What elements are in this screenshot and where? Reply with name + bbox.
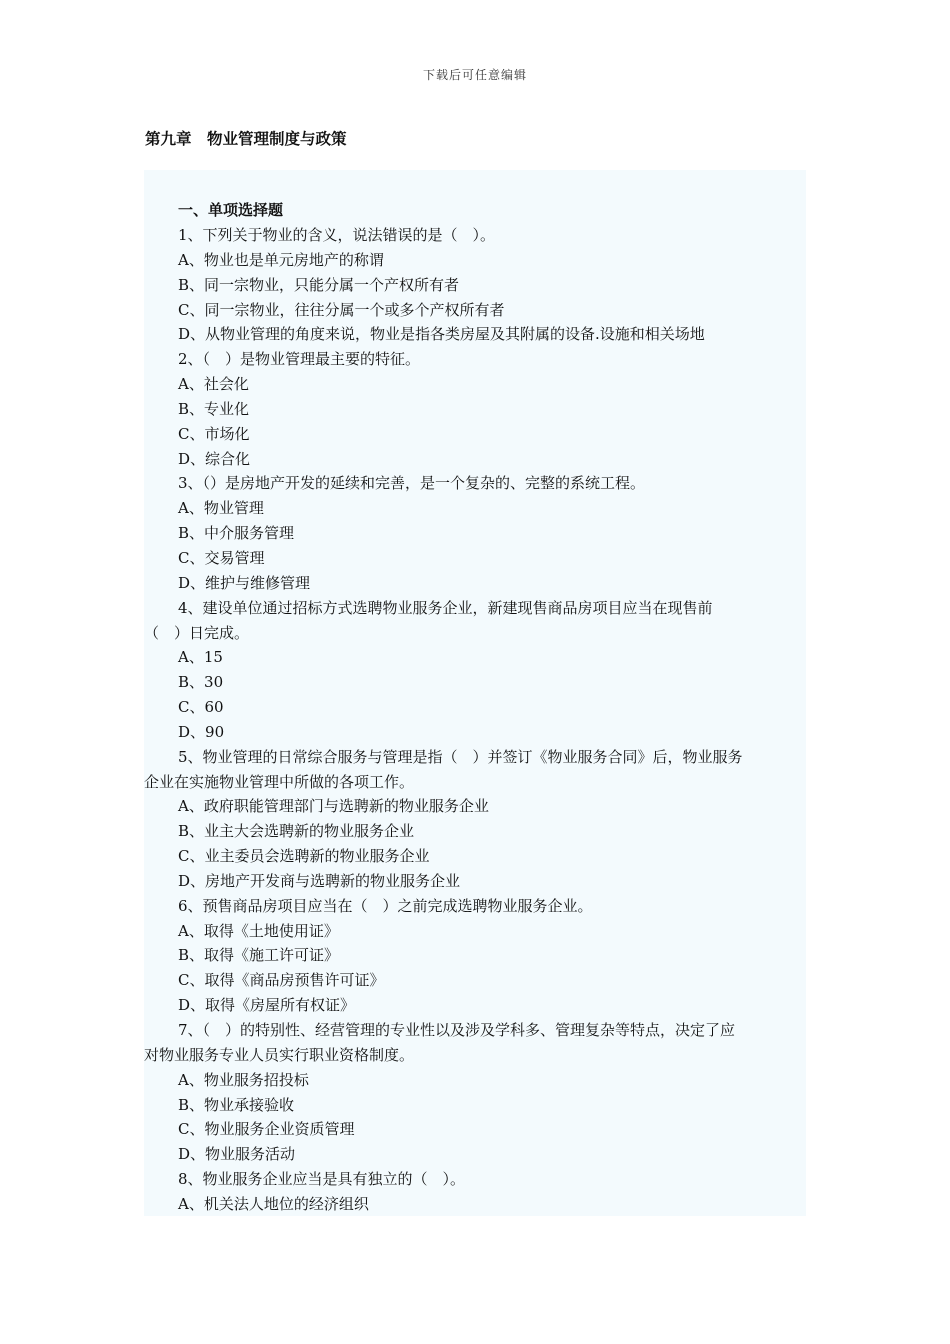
question-line: C、60 xyxy=(178,698,224,717)
question-line: 7、（ ）的特别性、经营管理的专业性以及涉及学科多、管理复杂等特点，决定了应 xyxy=(178,1021,736,1039)
question-line: B、中介服务管理 xyxy=(178,524,295,543)
question-line: A、物业管理 xyxy=(178,499,264,518)
question-line: A、社会化 xyxy=(178,375,249,394)
section-heading: 一、单项选择题 xyxy=(178,201,284,219)
question-line-continuation: （ ）日完成。 xyxy=(144,623,250,642)
question-line: D、物业服务活动 xyxy=(178,1145,296,1164)
question-line: A、物业服务招投标 xyxy=(178,1070,309,1089)
question-line: D、90 xyxy=(178,722,225,741)
question-line: B、同一宗物业，只能分属一个产权所有者 xyxy=(178,275,460,294)
question-line: D、从物业管理的角度来说，物业是指各类房屋及其附属的设备.设施和相关场地 xyxy=(178,325,705,344)
chapter-title: 第九章 物业管理制度与政策 xyxy=(145,130,347,148)
question-list xyxy=(144,223,806,1217)
question-line: C、物业服务企业资质管理 xyxy=(178,1120,355,1139)
question-line: B、业主大会选聘新的物业服务企业 xyxy=(178,822,415,841)
question-line: 3、（）是房地产开发的延续和完善，是一个复杂的、完整的系统工程。 xyxy=(178,474,646,493)
question-line-continuation: 对物业服务专业人员实行职业资格制度。 xyxy=(144,1045,415,1064)
question-line: B、专业化 xyxy=(178,399,250,418)
question-line: 8、物业服务企业应当是具有独立的（ ）。 xyxy=(178,1170,466,1189)
question-line: C、交易管理 xyxy=(178,548,265,567)
question-line: D、取得《房屋所有权证》 xyxy=(178,996,356,1015)
question-line-continuation: 企业在实施物业管理中所做的各项工作。 xyxy=(144,772,415,791)
question-line: B、取得《施工许可证》 xyxy=(178,946,340,965)
question-line: 4、建设单位通过招标方式选聘物业服务企业，新建现售商品房项目应当在现售前 xyxy=(178,598,713,617)
question-line: D、房地产开发商与选聘新的物业服务企业 xyxy=(178,871,461,890)
question-line: C、取得《商品房预售许可证》 xyxy=(178,971,385,990)
question-line: A、政府职能管理部门与选聘新的物业服务企业 xyxy=(178,797,489,816)
question-line: B、30 xyxy=(178,673,224,692)
question-line: C、同一宗物业，往往分属一个或多个产权所有者 xyxy=(178,300,505,319)
question-line: 1、下列关于物业的含义，说法错误的是（ ）。 xyxy=(178,226,496,244)
question-line: A、机关法人地位的经济组织 xyxy=(178,1194,369,1213)
question-line: A、取得《土地使用证》 xyxy=(178,921,339,940)
question-line: D、维护与维修管理 xyxy=(178,573,311,592)
question-line: 2、（ ）是物业管理最主要的特征。 xyxy=(178,350,421,369)
question-line: B、物业承接验收 xyxy=(178,1095,295,1114)
question-line: D、综合化 xyxy=(178,449,251,468)
question-line: 5、物业管理的日常综合服务与管理是指（ ）并签订《物业服务合同》后，物业服务 xyxy=(178,747,743,766)
question-line: A、物业也是单元房地产的称谓 xyxy=(178,250,384,269)
page-header-note: 下载后可任意编辑 xyxy=(422,68,527,82)
question-line: 6、预售商品房项目应当在（ ）之前完成选聘物业服务企业。 xyxy=(178,896,593,915)
question-line: C、业主委员会选聘新的物业服务企业 xyxy=(178,847,430,866)
question-line: C、市场化 xyxy=(178,424,250,443)
question-line: A、15 xyxy=(178,648,223,667)
